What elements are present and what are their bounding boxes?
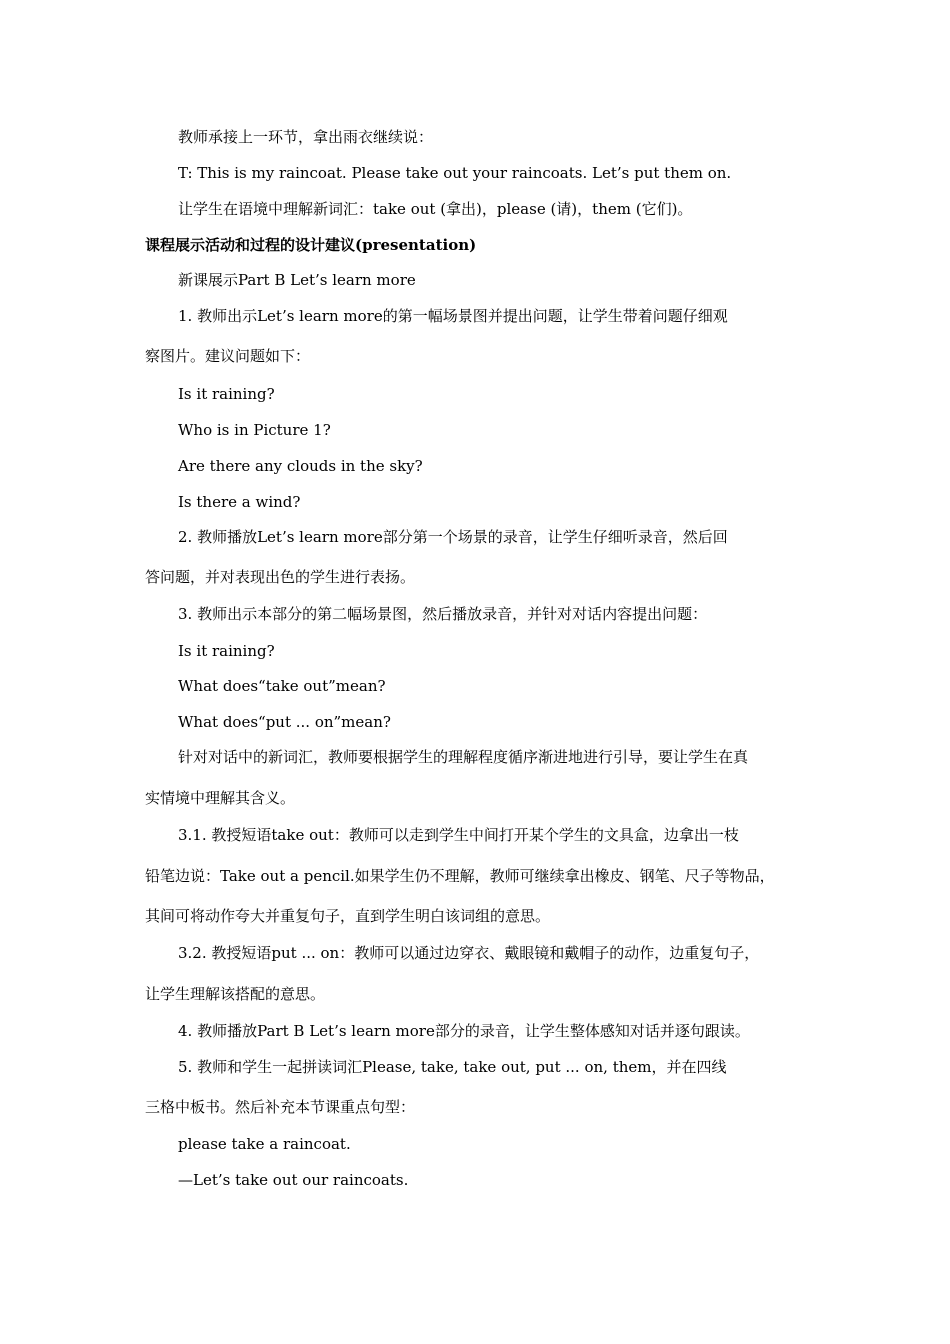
text-line: 其间可将动作夸大并重复句子，直到学生明白该词组的意思。 xyxy=(145,907,551,925)
text-line: T: This is my raincoat. Please take out your raincoats. Let’s put them on. xyxy=(178,164,732,182)
text-line: 3. 教师出示本部分的第二幅场景图，然后播放录音，并针对对话内容提出问题： xyxy=(178,605,708,623)
text-line: 5. 教师和学生一起拼读词汇Please, take, take out, put ... on, them，并在四线 xyxy=(178,1058,727,1076)
text-line: please take a raincoat. xyxy=(178,1135,351,1153)
text-line: 教师承接上一环节，拿出雨衣继续说： xyxy=(178,128,434,146)
text-line: 铅笔边说：Take out a pencil.如果学生仍不理解，教师可继续拿出橡皮、钢笔、尺子等物品， xyxy=(145,867,775,885)
text-line: 答问题，并对表现出色的学生进行表扬。 xyxy=(145,568,416,586)
text-line: Is there a wind? xyxy=(178,493,301,511)
text-line: Is it raining? xyxy=(178,385,275,403)
text-line: Who is in Picture 1? xyxy=(178,421,331,439)
text-line: 新课展示Part B Let’s learn more xyxy=(178,271,416,289)
text-line: Is it raining? xyxy=(178,642,275,660)
text-line: What does“put ... on”mean? xyxy=(178,713,391,731)
text-line: 3.1. 教授短语take out：教师可以走到学生中间打开某个学生的文具盒，边拿出一枝 xyxy=(178,826,739,844)
text-line: 2. 教师播放Let’s learn more部分第一个场景的录音，让学生仔细听录音，然后回 xyxy=(178,528,728,546)
text-line: 让学生理解该搭配的意思。 xyxy=(145,985,326,1003)
text-line: 1. 教师出示Let’s learn more的第一幅场景图并提出问题，让学生带着问题仔细观 xyxy=(178,307,728,325)
section-heading: 课程展示活动和过程的设计建议(presentation) xyxy=(145,236,477,254)
text-line: 针对对话中的新词汇，教师要根据学生的理解程度循序渐进地进行引导，要让学生在真 xyxy=(178,748,749,766)
text-line: 察图片。建议问题如下： xyxy=(145,347,311,365)
text-line: 4. 教师播放Part B Let’s learn more部分的录音，让学生整体感知对话并逐句跟读。 xyxy=(178,1022,750,1040)
text-line: 实情境中理解其含义。 xyxy=(145,789,296,807)
text-line: —Let’s take out our raincoats. xyxy=(178,1171,409,1189)
text-line: 让学生在语境中理解新词汇：take out (拿出)，please (请)，them (它们)。 xyxy=(178,200,693,218)
text-line: 三格中板书。然后补充本节课重点句型： xyxy=(145,1098,416,1116)
text-line: 3.2. 教授短语put ... on：教师可以通过边穿衣、戴眼镜和戴帽子的动作，边重复句子， xyxy=(178,944,760,962)
text-line: What does“take out”mean? xyxy=(178,677,386,695)
text-line: Are there any clouds in the sky? xyxy=(178,457,423,475)
